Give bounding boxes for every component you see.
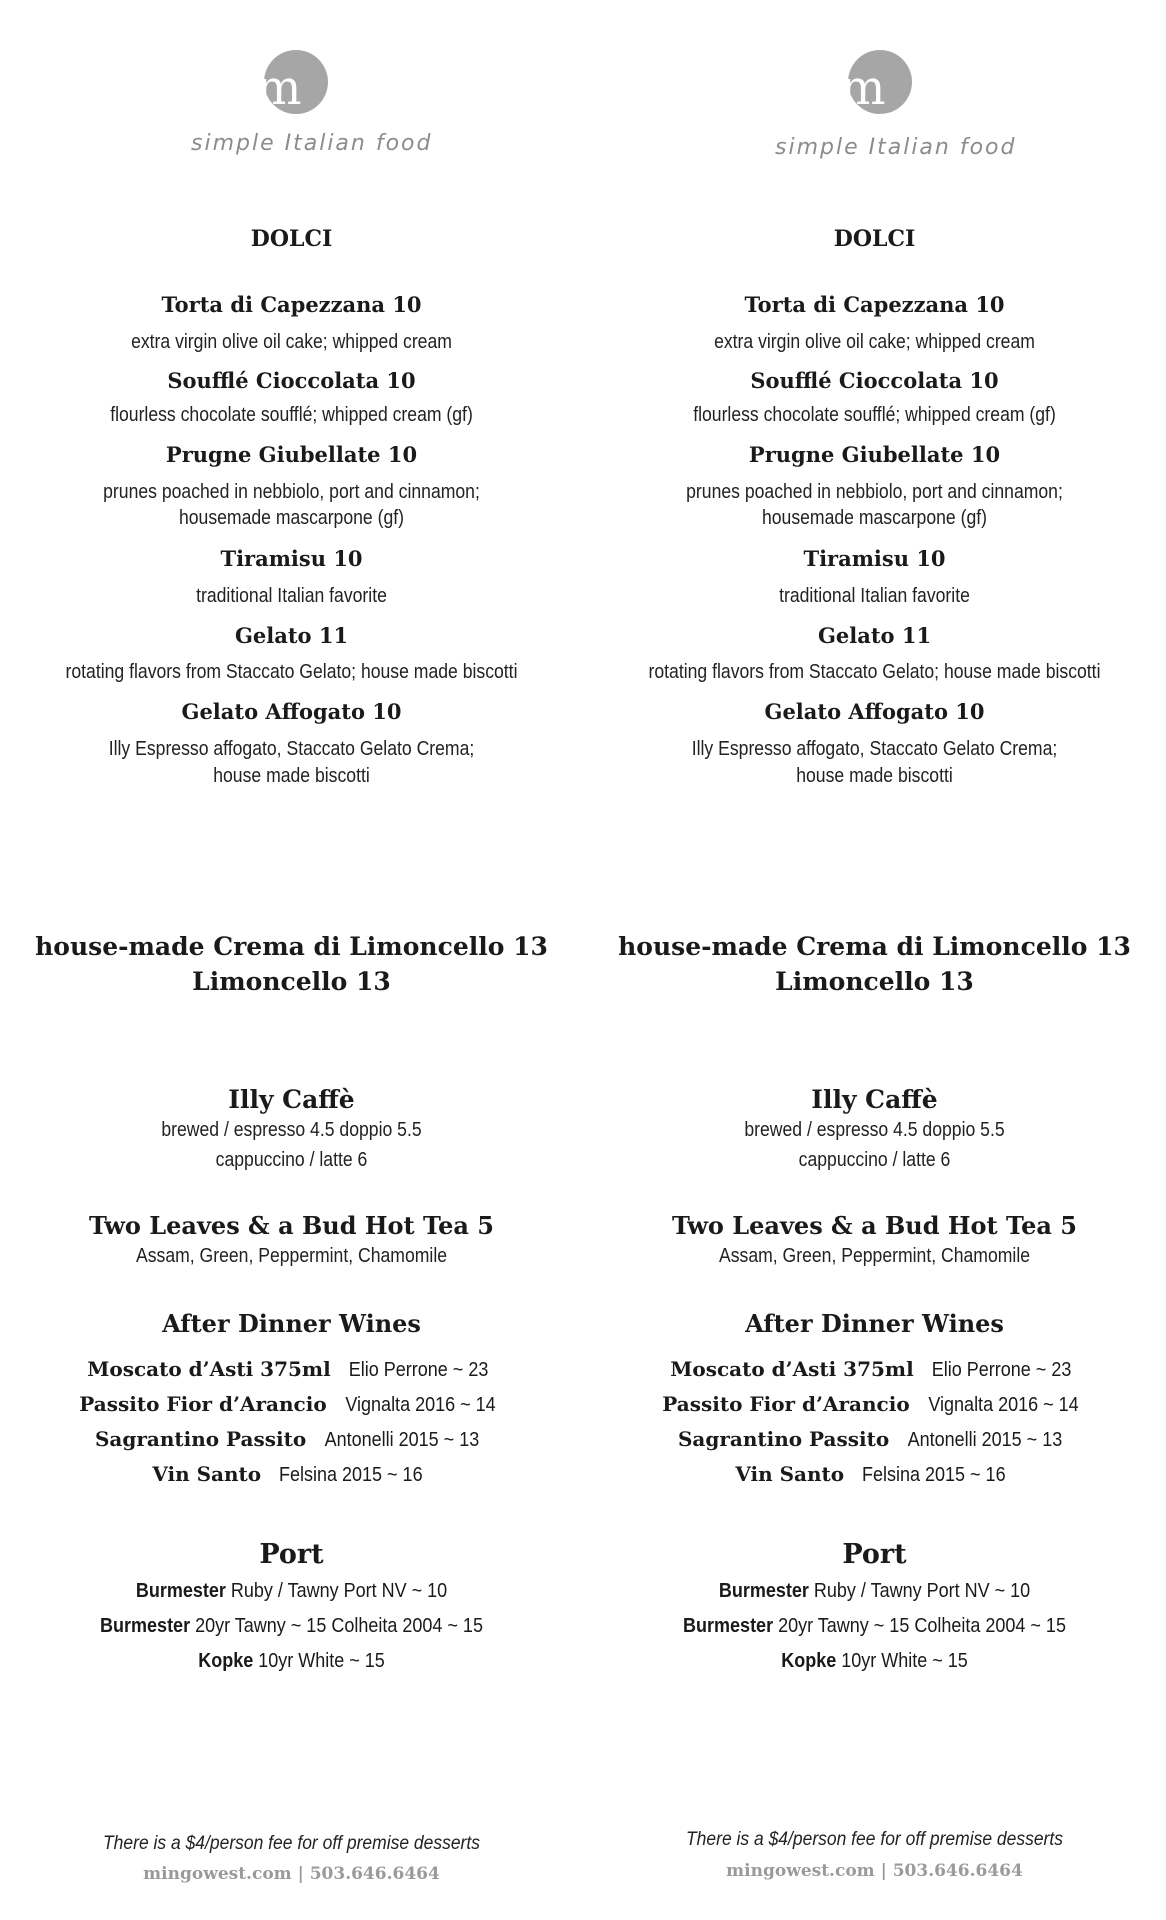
- wine-line: [0, 1427, 583, 1452]
- limoncello-line: Limoncello 13: [192, 967, 391, 996]
- wine-detail: Felsina 2015 ~ 16: [862, 1464, 1006, 1486]
- website-link[interactable]: mingowest.com: [726, 1861, 875, 1881]
- tea-title: Two Leaves & a Bud Hot Tea 5: [672, 1211, 1077, 1240]
- port-line: [612, 1615, 1137, 1638]
- port-detail: 10yr White ~ 15: [836, 1650, 968, 1672]
- contact-separator: |: [880, 1861, 887, 1881]
- port-producer: Kopke: [781, 1650, 837, 1672]
- menu-column-right: [583, 0, 1166, 1920]
- dessert-desc: prunes poached in nebbiolo, port and cinnamon;: [103, 481, 480, 503]
- wine-detail: Antonelli 2015 ~ 13: [324, 1429, 480, 1451]
- contact-line: [583, 1861, 1166, 1881]
- port-line: [612, 1650, 1137, 1673]
- port-producer: Burmester: [683, 1615, 774, 1637]
- wine-line: [0, 1357, 583, 1382]
- wine-name: Moscato d’Asti 375ml: [670, 1357, 914, 1381]
- off-premise-fee-note: There is a $4/person fee for off premise desserts: [686, 1829, 1063, 1850]
- wine-detail: Elio Perrone ~ 23: [348, 1359, 489, 1381]
- dessert-desc: Illy Espresso affogato, Staccato Gelato Crema;: [108, 738, 475, 760]
- limoncello-line: Limoncello 13: [775, 967, 974, 996]
- wine-name: Passito Fior d’Arancio: [662, 1392, 910, 1416]
- port-line: [612, 1580, 1137, 1603]
- logo-letter: m: [256, 60, 302, 116]
- wine-line: [0, 1392, 583, 1417]
- coffee-line: brewed / espresso 4.5 doppio 5.5: [744, 1119, 1005, 1141]
- coffee-title: Illy Caffè: [811, 1085, 938, 1114]
- wine-line: [583, 1357, 1166, 1382]
- phone-number[interactable]: 503.646.6464: [309, 1864, 440, 1884]
- port-line: [29, 1615, 554, 1638]
- dessert-name: Gelato 11: [817, 623, 932, 648]
- contact-line: [0, 1864, 583, 1884]
- dessert-desc: rotating flavors from Staccato Gelato; house made biscotti: [65, 661, 518, 683]
- port-detail: Ruby / Tawny Port NV ~ 10: [808, 1580, 1031, 1602]
- port-line: [29, 1580, 554, 1603]
- coffee-line: cappuccino / latte 6: [215, 1149, 368, 1171]
- wines-title: After Dinner Wines: [162, 1309, 421, 1338]
- dessert-desc: Illy Espresso affogato, Staccato Gelato Crema;: [691, 738, 1058, 760]
- wine-name: Moscato d’Asti 375ml: [87, 1357, 331, 1381]
- wine-line: [0, 1462, 583, 1487]
- port-producer: Burmester: [135, 1580, 226, 1602]
- wine-detail: Vignalta 2016 ~ 14: [928, 1394, 1079, 1416]
- dessert-desc: house made biscotti: [796, 765, 953, 787]
- dessert-name: Prugne Giubellate 10: [165, 442, 418, 467]
- tea-title: Two Leaves & a Bud Hot Tea 5: [89, 1211, 494, 1240]
- wines-title: After Dinner Wines: [745, 1309, 1004, 1338]
- wine-name: Vin Santo: [152, 1462, 262, 1486]
- port-producer: Kopke: [198, 1650, 254, 1672]
- dessert-name: Tiramisu 10: [220, 546, 363, 571]
- port-line: [29, 1650, 554, 1673]
- dessert-name: Torta di Capezzana 10: [161, 292, 422, 317]
- dessert-name: Gelato 11: [234, 623, 349, 648]
- phone-number[interactable]: 503.646.6464: [892, 1861, 1023, 1881]
- dessert-name: Prugne Giubellate 10: [748, 442, 1001, 467]
- port-detail: Ruby / Tawny Port NV ~ 10: [225, 1580, 448, 1602]
- limoncello-line: house-made Crema di Limoncello 13: [35, 932, 548, 961]
- logo-letter: m: [840, 60, 886, 116]
- coffee-title: Illy Caffè: [228, 1085, 355, 1114]
- tea-line: Assam, Green, Peppermint, Chamomile: [718, 1245, 1031, 1267]
- wine-line: [583, 1462, 1166, 1487]
- port-detail: 10yr White ~ 15: [253, 1650, 385, 1672]
- wine-line: [583, 1427, 1166, 1452]
- coffee-line: cappuccino / latte 6: [798, 1149, 951, 1171]
- dessert-desc: traditional Italian favorite: [779, 585, 970, 607]
- dessert-name: Soufflé Cioccolata 10: [750, 368, 999, 393]
- wine-detail: Vignalta 2016 ~ 14: [345, 1394, 496, 1416]
- dessert-desc: extra virgin olive oil cake; whipped cream: [131, 331, 452, 353]
- dessert-name: Tiramisu 10: [803, 546, 946, 571]
- dessert-desc: house made biscotti: [213, 765, 370, 787]
- wine-detail: Felsina 2015 ~ 16: [279, 1464, 423, 1486]
- port-title: Port: [259, 1539, 324, 1570]
- dolci-heading: DOLCI: [833, 226, 916, 252]
- off-premise-fee-note: There is a $4/person fee for off premise desserts: [103, 1833, 480, 1854]
- website-link[interactable]: mingowest.com: [143, 1864, 292, 1884]
- wine-line: [583, 1392, 1166, 1417]
- port-detail: 20yr Tawny ~ 15 Colheita 2004 ~ 15: [190, 1615, 483, 1637]
- port-detail: 20yr Tawny ~ 15 Colheita 2004 ~ 15: [773, 1615, 1066, 1637]
- dessert-name: Soufflé Cioccolata 10: [167, 368, 416, 393]
- dessert-desc: traditional Italian favorite: [196, 585, 387, 607]
- dessert-desc: housemade mascarpone (gf): [761, 507, 988, 529]
- tagline: simple Italian food: [775, 135, 1017, 160]
- wine-detail: Elio Perrone ~ 23: [931, 1359, 1072, 1381]
- dessert-desc: flourless chocolate soufflé; whipped cream (gf): [693, 404, 1056, 426]
- wine-name: Sagrantino Passito: [677, 1427, 890, 1451]
- dessert-name: Gelato Affogato 10: [181, 699, 402, 724]
- dessert-desc: flourless chocolate soufflé; whipped cream (gf): [110, 404, 473, 426]
- dessert-desc: extra virgin olive oil cake; whipped cream: [714, 331, 1035, 353]
- dessert-desc: housemade mascarpone (gf): [178, 507, 405, 529]
- port-producer: Burmester: [100, 1615, 191, 1637]
- tea-line: Assam, Green, Peppermint, Chamomile: [135, 1245, 448, 1267]
- dessert-name: Torta di Capezzana 10: [744, 292, 1005, 317]
- dessert-name: Gelato Affogato 10: [764, 699, 985, 724]
- contact-separator: |: [297, 1864, 304, 1884]
- wine-name: Passito Fior d’Arancio: [79, 1392, 327, 1416]
- wine-name: Sagrantino Passito: [94, 1427, 307, 1451]
- dolci-heading: DOLCI: [250, 226, 333, 252]
- coffee-line: brewed / espresso 4.5 doppio 5.5: [161, 1119, 422, 1141]
- port-producer: Burmester: [718, 1580, 809, 1602]
- wine-name: Vin Santo: [735, 1462, 845, 1486]
- wine-detail: Antonelli 2015 ~ 13: [907, 1429, 1063, 1451]
- tagline: simple Italian food: [191, 131, 433, 156]
- limoncello-line: house-made Crema di Limoncello 13: [618, 932, 1131, 961]
- dessert-desc: prunes poached in nebbiolo, port and cinnamon;: [686, 481, 1063, 503]
- port-title: Port: [842, 1539, 907, 1570]
- dessert-desc: rotating flavors from Staccato Gelato; house made biscotti: [648, 661, 1101, 683]
